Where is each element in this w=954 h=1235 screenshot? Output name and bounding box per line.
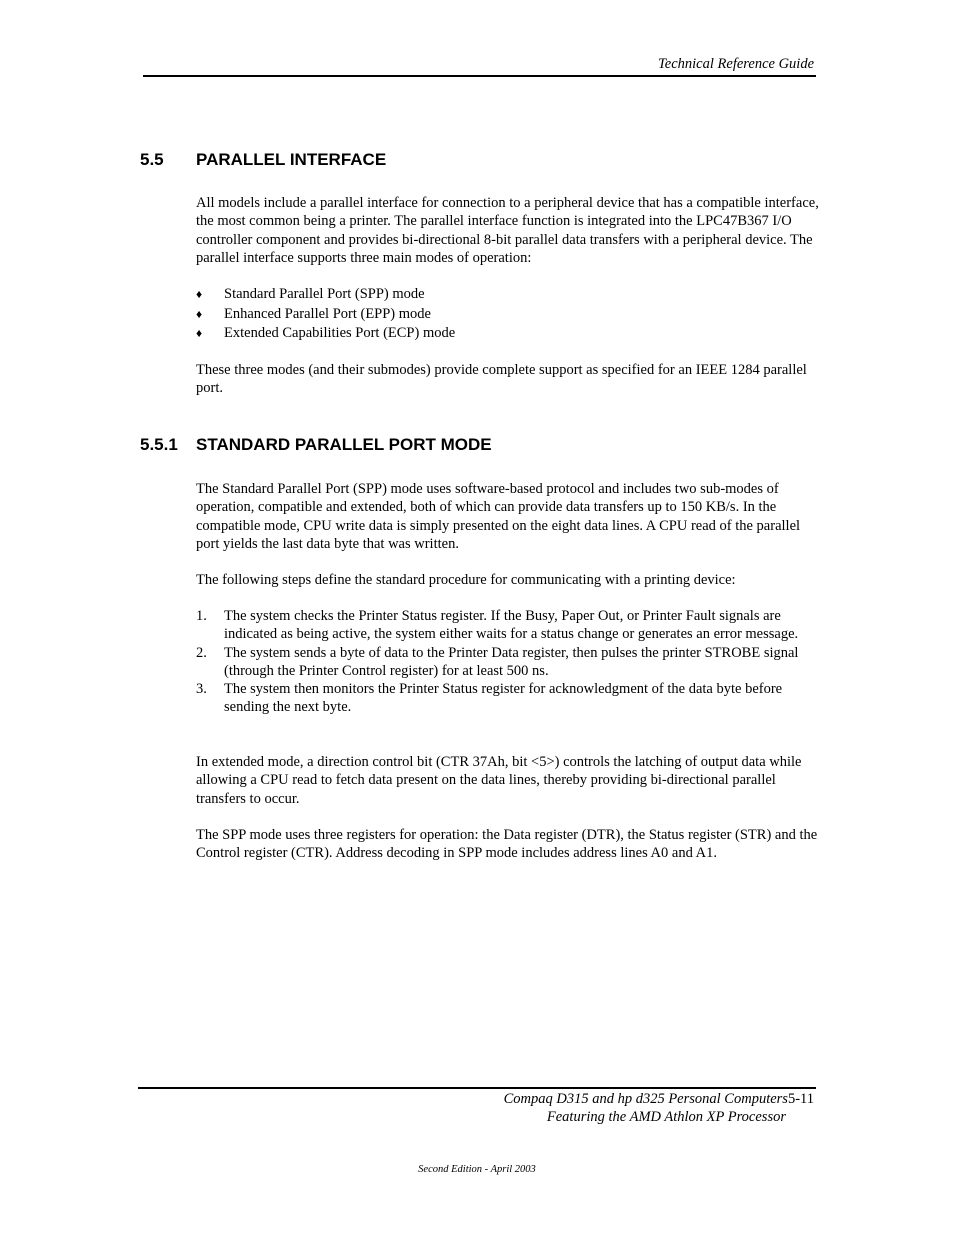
footer-rule [138, 1087, 816, 1089]
list-item [196, 680, 821, 717]
header-rule [143, 75, 816, 77]
steps-list-block [196, 607, 821, 717]
summary-text: These three modes (and their submodes) provide complete support as specified for an IEEE 1284 parallel port. [196, 362, 807, 397]
intro-text: All models include a parallel interface for connection to a peripheral device that has a compatible interface, the most common being a printer. The parallel interface function is integrated into the LPC47B367 I/O controller component and provides bi-directional 8-bit parallel data transfers with a peripheral device. The parallel interface supports three main modes of operation: [196, 195, 819, 266]
paragraph-text: In extended mode, a direction control bit (CTR 37Ah, bit <5>) controls the latching of output data while allowing a CPU read to fetch data present on the data lines, thereby providing bi-directional parallel transfers to occur. [196, 754, 802, 807]
list-item: ♦ Enhanced Parallel Port (EPP) mode [196, 305, 821, 325]
step-text: The system then monitors the Printer Status register for acknowledgment of the data byte before sending the next byte. [224, 681, 783, 716]
step-number: 1. [196, 608, 207, 624]
paragraph-text: The Standard Parallel Port (SPP) mode uses software-based protocol and includes two sub-modes of operation, compatible and extended, both of which can provide data transfers up to 150 KB/s. In the compatible mode, CPU write data is simply presented on the eight data lines. A CPU read of the parallel port yields the last data byte that was written. [196, 481, 801, 552]
list-item [196, 607, 821, 644]
step-number: 2. [196, 644, 207, 661]
paragraph-text: The following steps define the standard procedure for communicating with a printing device: [196, 572, 736, 588]
section-5-5-1-heading [140, 435, 492, 455]
modes-list-block [196, 285, 821, 344]
step-text: The system sends a byte of data to the Printer Data register, then pulses the printer STROBE signal (through the Printer Control register) for at least 500 ns. [224, 644, 799, 679]
footer-title: Compaq D315 and hp d325 Personal Computers [503, 1091, 788, 1107]
step-number: 3. [196, 681, 207, 698]
steps-list [196, 607, 821, 717]
step-text: The system checks the Printer Status register. If the Busy, Paper Out, or Printer Fault signals are indicated as being active, the system either waits for a status change or generates an error message. [224, 608, 799, 643]
footer-line-1 [504, 1091, 814, 1108]
section-title: PARALLEL INTERFACE [196, 150, 387, 169]
modes-summary [196, 361, 821, 398]
section-title: STANDARD PARALLEL PORT MODE [196, 435, 492, 454]
list-item [196, 644, 821, 681]
footer-line-2: Featuring the AMD Athlon XP Processor [546, 1109, 786, 1125]
list-item: ♦ Extended Capabilities Port (ECP) mode [196, 324, 821, 344]
page-number: 5-11 [787, 1091, 814, 1107]
paragraph-text: The SPP mode uses three registers for operation: the Data register (DTR), the Status register (STR) and the Control register (CTR). Address decoding in SPP mode includes address lines A0 and A1. [196, 827, 818, 862]
spp-paragraph-3 [196, 753, 821, 808]
section-number: 5.5.1 [140, 435, 178, 454]
running-header-title: Technical Reference Guide [658, 56, 814, 72]
spp-paragraph-1 [196, 480, 821, 553]
list-item: ♦ Standard Parallel Port (SPP) mode [196, 285, 821, 305]
diamond-bullet-icon: ♦ [196, 306, 203, 321]
spp-paragraph-4 [196, 826, 821, 863]
intro-paragraph [196, 194, 821, 267]
section-number: 5.5 [140, 150, 164, 169]
diamond-bullet-icon: ♦ [196, 287, 203, 301]
modes-list [196, 285, 821, 344]
edition-note: Second Edition - April 2003 [418, 1164, 536, 1175]
spp-paragraph-2 [196, 571, 821, 589]
diamond-bullet-icon: ♦ [196, 326, 203, 341]
section-5-5-heading [140, 150, 386, 170]
